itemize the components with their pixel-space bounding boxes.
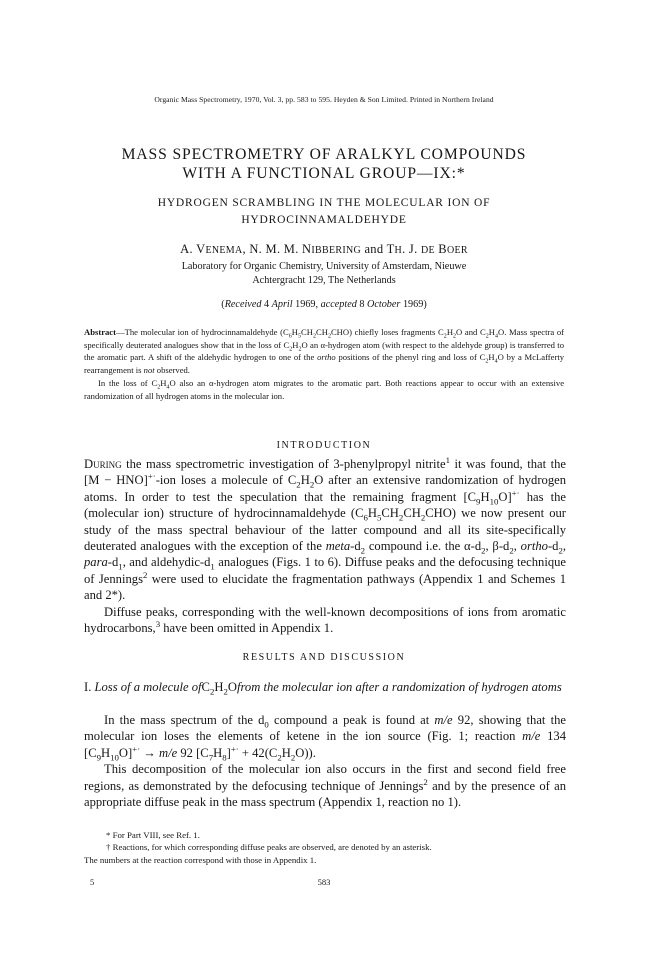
body-text: ] [226, 745, 231, 760]
body-text: , β-d [485, 539, 510, 554]
body-text: + 42(C [238, 745, 278, 760]
subscript: 5 [377, 512, 382, 523]
abstract-text: O and C [456, 327, 486, 337]
body-text: CH [381, 506, 399, 521]
results-paragraph-1 [84, 712, 566, 761]
charge-mark: +· [132, 743, 141, 754]
subscript: 9 [96, 752, 101, 763]
subscript: 10 [489, 496, 499, 507]
author-text: OER [446, 245, 468, 256]
subscript: 2 [485, 359, 489, 366]
body-text: O after an extensive randomization of hydrogen atoms. In order to test the speculation that the remaining fragment [C [84, 473, 567, 504]
subscript: 2 [296, 479, 301, 490]
abstract-text: CH [301, 327, 313, 337]
abstract-italic: not [143, 365, 155, 376]
subscript: 2 [558, 545, 563, 556]
body-text: the mass spectrometric investigation of 3-phenylpropyl nitrite [121, 457, 446, 471]
intro-paragraph-1 [84, 456, 566, 604]
abstract-paragraph-1 [84, 326, 564, 377]
received-text: 1969) [400, 299, 427, 310]
body-text: H [480, 489, 490, 504]
reference-mark: 2 [423, 776, 428, 787]
abstract-text: —The molecular ion of hydrocinnamaldehyde (C [115, 327, 289, 337]
body-text: -ion loses a molecule of C [155, 473, 297, 488]
subscript: 0 [264, 719, 269, 730]
subsection-text: from the molecular ion after a randomization of hydrogen atoms [236, 680, 562, 694]
subscript: 1 [118, 561, 123, 572]
affiliation [0, 260, 648, 288]
body-text: and by the presence of an appropriate diffuse peak in the mass spectrum (Appendix 1, reaction no 1). [84, 778, 566, 810]
paper-subtitle [0, 195, 648, 229]
abstract-text: H [446, 327, 454, 337]
abstract-text: H [292, 339, 299, 350]
subscript: 1 [210, 561, 215, 572]
signature-number: 5 [90, 877, 95, 887]
abstract-text: H [488, 327, 495, 337]
body-text: CH [403, 506, 421, 521]
subscript: 10 [110, 752, 119, 763]
affiliation-line-1: Laboratory for Organic Chemistry, University of Amsterdam, Nieuwe [181, 261, 467, 272]
body-text: O] [498, 489, 512, 504]
author-text: B [434, 242, 447, 256]
received-text: 8 [356, 299, 367, 310]
affiliation-line-2: Achtergracht 129, The Netherlands [252, 275, 396, 286]
title-line-2: WITH A FUNCTIONAL GROUP—IX:* [182, 164, 466, 182]
subscript: 2 [312, 333, 316, 340]
received-text: 4 [261, 299, 272, 310]
charge-mark: +· [511, 487, 520, 498]
reference-mark: 3 [155, 618, 161, 629]
subscript: 6 [363, 512, 368, 523]
subscript: 2 [481, 545, 486, 556]
abstract-text: O an α-hydrogen atom (with respect to the aldehyde group) is transferred to the aromatic part. A shift of the aldehydic hydrogen to one of the [84, 339, 564, 363]
subscript: 2 [327, 333, 331, 340]
body-text: -d [547, 539, 559, 554]
subscript: 2 [443, 333, 447, 340]
body-text: H [300, 473, 310, 488]
reference-mark: 1 [445, 454, 451, 465]
subtitle-line-2: HYDROCINNAMALDEHYDE [241, 214, 407, 226]
subscript: 2 [360, 545, 366, 556]
subsection-heading [84, 679, 566, 695]
body-text: have been omitted in Appendix 1. [160, 621, 334, 636]
body-text: -d [350, 539, 361, 554]
body-text: H [367, 506, 377, 521]
intro-paragraph-2 [84, 604, 566, 637]
subscript: 2 [298, 346, 302, 353]
charge-mark: +· [147, 471, 156, 482]
subsection-text: C [201, 680, 210, 694]
author-text: , N. M. M. N [242, 242, 312, 256]
subscript: 2 [309, 479, 315, 490]
author-text: H [394, 245, 403, 256]
reference-mark: 2 [142, 569, 148, 580]
abstract-label: Abstract [84, 327, 116, 337]
body-text: Diffuse peaks, corresponding with the well-known decompositions of ions from aromatic hydrocarbons, [84, 604, 566, 636]
results-body [84, 712, 566, 810]
received-text: accepted [320, 299, 357, 310]
body-italic: meta [325, 539, 351, 554]
footnote-2: † Reactions, for which corresponding diffuse peaks are observed, are denoted by an asterisk. [106, 842, 432, 853]
body-text: → [140, 745, 160, 760]
subscript: 4 [494, 333, 498, 340]
subtitle-line-1: HYDROGEN SCRAMBLING IN THE MOLECULAR ION OF [157, 197, 491, 209]
footnote-1: * For Part VIII, see Ref. 1. [106, 830, 200, 840]
abstract-text: CHO) chiefly loses fragments C [330, 327, 444, 337]
received-text: ( [221, 299, 225, 310]
body-text: -d [107, 555, 119, 570]
subscript: 2 [289, 346, 293, 353]
subscript: 4 [166, 384, 170, 391]
subscript: 2 [277, 752, 282, 763]
subscript: 2 [420, 512, 426, 523]
received-text: October [367, 299, 401, 310]
subsection-text: O [227, 680, 237, 694]
subscript: 2 [485, 333, 489, 340]
section-heading-introduction: INTRODUCTION [276, 440, 372, 451]
body-text: , [562, 539, 567, 554]
charge-mark: +· [230, 743, 239, 754]
subscript: 2 [290, 752, 296, 763]
abstract-text: H [291, 327, 298, 337]
subscript: 2 [209, 686, 215, 697]
subscript: 2 [509, 545, 514, 556]
page-number: 583 [317, 877, 331, 887]
subscript: 2 [453, 333, 457, 340]
author-text: A. V [180, 242, 206, 256]
subscript: 9 [476, 496, 481, 507]
abstract-text: H [488, 352, 495, 363]
subsection-number: I. [84, 680, 95, 694]
body-text: This decomposition of the molecular ion also occurs in the first and second field free regions, as demonstrated by the defocusing technique of Jennings [84, 762, 566, 793]
section-heading-results: RESULTS AND DISCUSSION [242, 652, 406, 663]
abstract-text: O by a McLafferty rearrangement is [84, 352, 565, 376]
body-text: compound a peak is found at [268, 713, 435, 727]
body-text: 92, showing that the molecular ion loses the elements of ketene in the ion source (Fig. 1; reaction [84, 713, 566, 744]
author-text: IBBERING [311, 245, 362, 256]
body-text: In the mass spectrum of the d [104, 713, 265, 727]
author-text: DE [420, 245, 435, 256]
journal-header: Organic Mass Spectrometry, 1970, Vol. 3, pp. 583 to 595. Heyden & Son Limited. Printed in Northern Ireland [154, 95, 494, 104]
body-italic: m/e [522, 729, 541, 744]
page-footer [0, 877, 648, 891]
author-text: ENEMA [205, 245, 243, 256]
abstract-paragraph-2 [84, 377, 564, 402]
subsection-text: H [214, 680, 224, 694]
body-italic: ortho [520, 539, 548, 554]
received-text: 1969, [292, 299, 321, 310]
subsection-text: Loss of a molecule of [94, 680, 202, 694]
body-italic: m/e [159, 745, 178, 760]
footnotes [84, 829, 566, 866]
body-text: O)). [295, 745, 316, 760]
subscript: 8 [222, 752, 227, 763]
body-italic: para [84, 555, 108, 570]
subscript: 2 [157, 384, 161, 391]
body-text: analogues (Figs. 1 to 6). Diffuse peaks and the defocusing technique of Jennings [84, 555, 566, 586]
subscript: 2 [398, 512, 404, 523]
author-list [0, 242, 648, 257]
body-text: 92 [C [177, 745, 209, 760]
abstract [84, 326, 564, 402]
abstract-text: O. Mass spectra of specifically deuterated analogues show that in the loss of C [84, 327, 565, 350]
footnote-2-continued: The numbers at the reaction correspond with those in Appendix 1. [84, 854, 317, 865]
abstract-text: O also an α-hydrogen atom migrates to the aromatic part. Both reactions appear to occur with an extensive randomization of all hydrogen atoms in the molecular ion. [84, 377, 565, 401]
abstract-text: H [160, 377, 167, 388]
body-text: H [281, 745, 291, 760]
body-text: During [84, 457, 122, 471]
subscript: 2 [223, 686, 228, 697]
author-text: and T [361, 242, 395, 256]
body-text: 134 [C [84, 729, 566, 760]
introduction-body [84, 456, 566, 636]
results-paragraph-2 [84, 761, 566, 810]
subscript: 7 [208, 752, 214, 763]
body-text: , and aldehydic-d [122, 555, 211, 570]
body-text: , [513, 539, 521, 554]
body-text: were used to elucidate the fragmentation pathways (Appendix 1 and Schemes 1 and 2*). [84, 571, 567, 603]
received-dates [0, 299, 648, 310]
subscript: 5 [298, 333, 302, 340]
abstract-italic: ortho [317, 352, 336, 363]
body-text: O] [118, 745, 133, 760]
abstract-text: CH [315, 327, 328, 337]
body-italic: m/e [434, 713, 453, 727]
title-line-1: MASS SPECTROMETRY OF ARALKYL COMPOUNDS [121, 146, 527, 163]
abstract-text: positions of the phenyl ring and loss of C [335, 352, 486, 363]
subscript: 4 [494, 359, 498, 366]
subscript: 6 [288, 333, 292, 340]
body-text: H [101, 745, 111, 760]
body-text: it was found, that the [M − HNO] [84, 457, 566, 488]
body-text: has the (molecular ion) structure of hydrocinnamaldehyde (C [84, 489, 566, 521]
body-text: compound i.e. the α-d [365, 539, 482, 554]
abstract-text: observed. [154, 365, 190, 376]
body-text: CHO) we now present our study of the mass spectral behaviour of the latter compound and all its site-specifically deuterated analogues with the exception of the [84, 506, 567, 554]
body-text: H [213, 745, 223, 760]
abstract-text: In the loss of C [98, 377, 158, 388]
received-text: April [271, 299, 293, 310]
author-text: . J. [402, 242, 421, 256]
received-text: Received [224, 299, 262, 310]
paper-title [0, 146, 648, 183]
